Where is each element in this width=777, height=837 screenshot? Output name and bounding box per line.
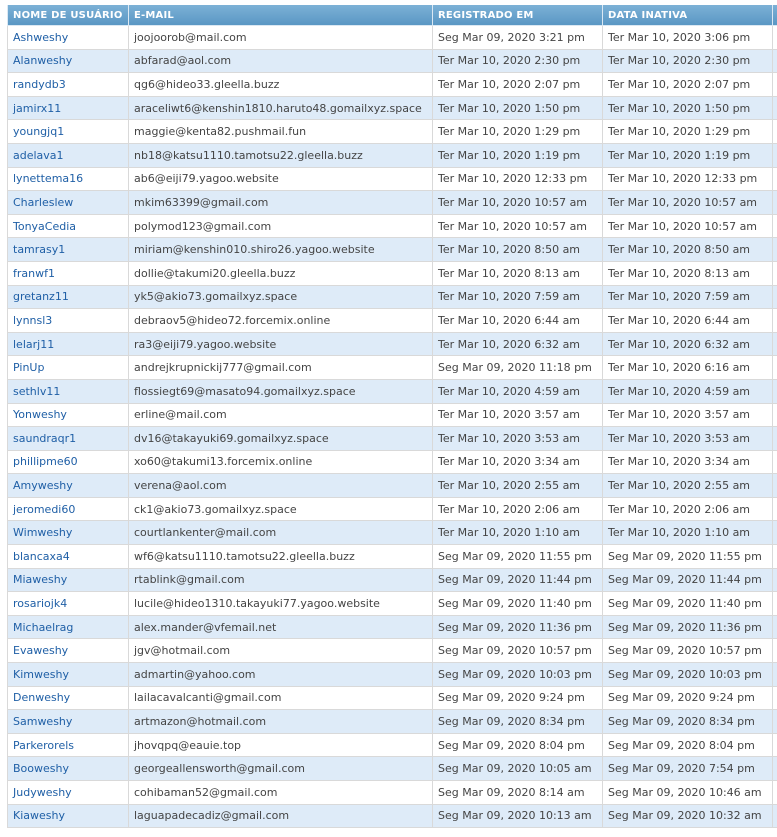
table-row <box>8 238 777 262</box>
table-row <box>8 49 777 73</box>
extra-cell <box>773 474 777 498</box>
inactive-users-table <box>7 5 777 828</box>
inactive-date-cell: Ter Mar 10, 2020 6:16 am <box>603 356 773 380</box>
extra-cell <box>773 96 777 120</box>
inactive-date-cell: Seg Mar 09, 2020 10:32 am <box>603 804 773 828</box>
username-cell <box>8 592 129 616</box>
extra-cell <box>773 804 777 828</box>
username-link[interactable]: phillipme60 <box>13 455 78 469</box>
username-link[interactable]: Denweshy <box>13 691 71 705</box>
username-cell <box>8 73 129 97</box>
inactive-date-cell: Ter Mar 10, 2020 7:59 am <box>603 285 773 309</box>
table-row <box>8 73 777 97</box>
username-link[interactable]: sethlv11 <box>13 384 61 398</box>
inactive-date-cell: Seg Mar 09, 2020 11:36 pm <box>603 615 773 639</box>
table-row <box>8 332 777 356</box>
extra-cell <box>773 379 777 403</box>
username-cell <box>8 120 129 144</box>
username-cell <box>8 191 129 215</box>
table-row <box>8 497 777 521</box>
extra-cell <box>773 568 777 592</box>
extra-cell <box>773 332 777 356</box>
email-cell: lucile@hideo1310.takayuki77.yagoo.website <box>129 592 433 616</box>
email-cell: dollie@takumi20.gleella.buzz <box>129 261 433 285</box>
inactive-date-cell: Ter Mar 10, 2020 2:06 am <box>603 497 773 521</box>
username-link[interactable]: Kiaweshy <box>13 809 65 823</box>
inactive-date-cell: Seg Mar 09, 2020 8:04 pm <box>603 733 773 757</box>
username-cell <box>8 521 129 545</box>
extra-cell <box>773 686 777 710</box>
extra-cell <box>773 238 777 262</box>
username-cell <box>8 285 129 309</box>
table-row <box>8 663 777 687</box>
username-cell <box>8 143 129 167</box>
registered-date-cell: Seg Mar 09, 2020 9:24 pm <box>433 686 603 710</box>
extra-cell <box>773 521 777 545</box>
registered-date-cell: Seg Mar 09, 2020 11:36 pm <box>433 615 603 639</box>
email-cell: lailacavalcanti@gmail.com <box>129 686 433 710</box>
registered-date-cell: Seg Mar 09, 2020 8:04 pm <box>433 733 603 757</box>
registered-date-cell: Ter Mar 10, 2020 1:10 am <box>433 521 603 545</box>
registered-date-cell: Ter Mar 10, 2020 4:59 am <box>433 379 603 403</box>
registered-date-cell: Seg Mar 09, 2020 8:34 pm <box>433 710 603 734</box>
username-cell <box>8 167 129 191</box>
username-cell <box>8 356 129 380</box>
username-cell <box>8 403 129 427</box>
extra-cell <box>773 733 777 757</box>
inactive-date-cell: Seg Mar 09, 2020 10:57 pm <box>603 639 773 663</box>
username-link[interactable]: Yonweshy <box>13 408 67 422</box>
username-link[interactable]: Booweshy <box>13 762 69 776</box>
username-cell <box>8 545 129 569</box>
registered-date-cell: Seg Mar 09, 2020 10:13 am <box>433 804 603 828</box>
table-row <box>8 191 777 215</box>
inactive-date-cell: Ter Mar 10, 2020 10:57 am <box>603 214 773 238</box>
username-cell <box>8 238 129 262</box>
registered-date-cell: Seg Mar 09, 2020 10:03 pm <box>433 663 603 687</box>
table-row <box>8 96 777 120</box>
username-cell <box>8 474 129 498</box>
registered-date-cell: Seg Mar 09, 2020 11:40 pm <box>433 592 603 616</box>
email-cell: ck1@akio73.gomailxyz.space <box>129 497 433 521</box>
inactive-date-cell: Seg Mar 09, 2020 10:03 pm <box>603 663 773 687</box>
email-cell: alex.mander@vfemail.net <box>129 615 433 639</box>
table-row <box>8 733 777 757</box>
username-link[interactable]: jamirx11 <box>13 101 62 115</box>
email-cell: mkim63399@gmail.com <box>129 191 433 215</box>
extra-cell <box>773 615 777 639</box>
username-link[interactable]: TonyaCedia <box>13 219 77 233</box>
email-cell: flossiegt69@masato94.gomailxyz.space <box>129 379 433 403</box>
username-link[interactable]: Alanweshy <box>13 54 73 68</box>
extra-cell <box>773 427 777 451</box>
table-row <box>8 379 777 403</box>
email-cell: erline@mail.com <box>129 403 433 427</box>
username-link[interactable]: Wimweshy <box>13 526 73 540</box>
username-cell <box>8 710 129 734</box>
inactive-date-cell: Ter Mar 10, 2020 12:33 pm <box>603 167 773 191</box>
username-link[interactable]: Kimweshy <box>13 667 69 681</box>
email-cell: ab6@eiji79.yagoo.website <box>129 167 433 191</box>
email-cell: joojoorob@mail.com <box>129 26 433 50</box>
column-header-registered[interactable]: REGISTRADO EM <box>433 5 603 26</box>
username-link[interactable]: franwf1 <box>13 266 55 280</box>
username-cell <box>8 781 129 805</box>
column-header-email[interactable]: E-MAIL <box>129 5 433 26</box>
table-row <box>8 804 777 828</box>
registered-date-cell: Ter Mar 10, 2020 12:33 pm <box>433 167 603 191</box>
username-cell <box>8 332 129 356</box>
inactive-date-cell: Ter Mar 10, 2020 6:44 am <box>603 309 773 333</box>
inactive-date-cell: Ter Mar 10, 2020 3:53 am <box>603 427 773 451</box>
extra-cell <box>773 285 777 309</box>
username-cell <box>8 686 129 710</box>
username-link[interactable]: Evaweshy <box>13 644 69 658</box>
inactive-date-cell: Seg Mar 09, 2020 11:40 pm <box>603 592 773 616</box>
registered-date-cell: Ter Mar 10, 2020 7:59 am <box>433 285 603 309</box>
username-cell <box>8 568 129 592</box>
email-cell: andrejkrupnickij777@gmail.com <box>129 356 433 380</box>
username-link[interactable]: Charleslew <box>13 195 74 209</box>
column-header-inactive-date[interactable]: DATA INATIVA <box>603 5 773 26</box>
email-cell: laguapadecadiz@gmail.com <box>129 804 433 828</box>
table-header <box>8 5 777 26</box>
extra-cell <box>773 710 777 734</box>
username-link[interactable]: jeromedi60 <box>13 502 76 516</box>
email-cell: dv16@takayuki69.gomailxyz.space <box>129 427 433 451</box>
email-cell: cohibaman52@gmail.com <box>129 781 433 805</box>
extra-cell <box>773 309 777 333</box>
inactive-date-cell: Seg Mar 09, 2020 7:54 pm <box>603 757 773 781</box>
registered-date-cell: Seg Mar 09, 2020 8:14 am <box>433 781 603 805</box>
username-cell <box>8 615 129 639</box>
table-row <box>8 261 777 285</box>
email-cell: jgv@hotmail.com <box>129 639 433 663</box>
username-link[interactable]: rosariojk4 <box>13 597 68 611</box>
table-row <box>8 143 777 167</box>
registered-date-cell: Ter Mar 10, 2020 1:50 pm <box>433 96 603 120</box>
email-cell: admartin@yahoo.com <box>129 663 433 687</box>
registered-date-cell: Ter Mar 10, 2020 6:44 am <box>433 309 603 333</box>
email-cell: araceliwt6@kenshin1810.haruto48.gomailxyz.space <box>129 96 433 120</box>
email-cell: wf6@katsu1110.tamotsu22.gleella.buzz <box>129 545 433 569</box>
registered-date-cell: Ter Mar 10, 2020 3:53 am <box>433 427 603 451</box>
email-cell: maggie@kenta82.pushmail.fun <box>129 120 433 144</box>
username-link[interactable]: adelava1 <box>13 148 64 162</box>
email-cell: nb18@katsu1110.tamotsu22.gleella.buzz <box>129 143 433 167</box>
table-row <box>8 592 777 616</box>
email-cell: courtlankenter@mail.com <box>129 521 433 545</box>
registered-date-cell: Ter Mar 10, 2020 3:57 am <box>433 403 603 427</box>
column-header-extra <box>773 5 777 26</box>
extra-cell <box>773 545 777 569</box>
inactive-date-cell: Ter Mar 10, 2020 4:59 am <box>603 379 773 403</box>
username-cell <box>8 804 129 828</box>
email-cell: artmazon@hotmail.com <box>129 710 433 734</box>
inactive-date-cell: Seg Mar 09, 2020 11:55 pm <box>603 545 773 569</box>
registered-date-cell: Seg Mar 09, 2020 10:57 pm <box>433 639 603 663</box>
inactive-date-cell: Ter Mar 10, 2020 2:30 pm <box>603 49 773 73</box>
extra-cell <box>773 450 777 474</box>
extra-cell <box>773 639 777 663</box>
table-row <box>8 403 777 427</box>
inactive-date-cell: Ter Mar 10, 2020 8:13 am <box>603 261 773 285</box>
table-row <box>8 568 777 592</box>
table-row <box>8 356 777 380</box>
email-cell: polymod123@gmail.com <box>129 214 433 238</box>
table-row <box>8 521 777 545</box>
email-cell: rtablink@gmail.com <box>129 568 433 592</box>
username-link[interactable]: Miaweshy <box>13 573 68 587</box>
table-row <box>8 615 777 639</box>
table-row <box>8 427 777 451</box>
username-link[interactable]: gretanz11 <box>13 290 69 304</box>
extra-cell <box>773 592 777 616</box>
registered-date-cell: Ter Mar 10, 2020 1:29 pm <box>433 120 603 144</box>
extra-cell <box>773 663 777 687</box>
extra-cell <box>773 261 777 285</box>
username-cell <box>8 733 129 757</box>
inactive-date-cell: Seg Mar 09, 2020 11:44 pm <box>603 568 773 592</box>
username-cell <box>8 427 129 451</box>
table-row <box>8 167 777 191</box>
username-cell <box>8 49 129 73</box>
extra-cell <box>773 497 777 521</box>
extra-cell <box>773 73 777 97</box>
email-cell: ra3@eiji79.yagoo.website <box>129 332 433 356</box>
username-link[interactable]: Amyweshy <box>13 479 73 493</box>
registered-date-cell: Ter Mar 10, 2020 2:06 am <box>433 497 603 521</box>
username-link[interactable]: saundraqr1 <box>13 431 77 445</box>
extra-cell <box>773 403 777 427</box>
registered-date-cell: Ter Mar 10, 2020 8:13 am <box>433 261 603 285</box>
username-link[interactable]: tamrasy1 <box>13 243 66 257</box>
email-cell: miriam@kenshin010.shiro26.yagoo.website <box>129 238 433 262</box>
table-row <box>8 757 777 781</box>
username-link[interactable]: youngjq1 <box>13 125 65 139</box>
username-cell <box>8 757 129 781</box>
username-cell <box>8 214 129 238</box>
inactive-date-cell: Seg Mar 09, 2020 9:24 pm <box>603 686 773 710</box>
email-cell: yk5@akio73.gomailxyz.space <box>129 285 433 309</box>
extra-cell <box>773 143 777 167</box>
table-row <box>8 686 777 710</box>
table-row <box>8 545 777 569</box>
email-cell: verena@aol.com <box>129 474 433 498</box>
username-link[interactable]: Judyweshy <box>13 785 72 799</box>
registered-date-cell: Seg Mar 09, 2020 10:05 am <box>433 757 603 781</box>
username-cell <box>8 663 129 687</box>
inactive-date-cell: Seg Mar 09, 2020 8:34 pm <box>603 710 773 734</box>
username-cell <box>8 26 129 50</box>
table-row <box>8 214 777 238</box>
username-link[interactable]: lynnsl3 <box>13 313 53 327</box>
table-row <box>8 285 777 309</box>
table-body <box>8 26 777 828</box>
extra-cell <box>773 214 777 238</box>
inactive-date-cell: Ter Mar 10, 2020 6:32 am <box>603 332 773 356</box>
table-row <box>8 120 777 144</box>
registered-date-cell: Ter Mar 10, 2020 6:32 am <box>433 332 603 356</box>
inactive-date-cell: Seg Mar 09, 2020 10:46 am <box>603 781 773 805</box>
registered-date-cell: Ter Mar 10, 2020 3:34 am <box>433 450 603 474</box>
username-cell <box>8 309 129 333</box>
inactive-date-cell: Ter Mar 10, 2020 2:07 pm <box>603 73 773 97</box>
username-link[interactable]: Ashweshy <box>13 30 69 44</box>
username-cell <box>8 379 129 403</box>
registered-date-cell: Ter Mar 10, 2020 2:07 pm <box>433 73 603 97</box>
inactive-date-cell: Ter Mar 10, 2020 3:34 am <box>603 450 773 474</box>
table-row <box>8 309 777 333</box>
username-cell <box>8 497 129 521</box>
username-link[interactable]: randydb3 <box>13 77 66 91</box>
extra-cell <box>773 356 777 380</box>
inactive-date-cell: Ter Mar 10, 2020 1:29 pm <box>603 120 773 144</box>
username-link[interactable]: Michaelrag <box>13 620 74 634</box>
registered-date-cell: Ter Mar 10, 2020 10:57 am <box>433 191 603 215</box>
registered-date-cell: Seg Mar 09, 2020 11:18 pm <box>433 356 603 380</box>
username-link[interactable]: Samweshy <box>13 715 73 729</box>
extra-cell <box>773 167 777 191</box>
username-link[interactable]: lynettema16 <box>13 172 84 186</box>
header-row <box>8 5 777 26</box>
table-row <box>8 781 777 805</box>
table-row <box>8 26 777 50</box>
table-row <box>8 450 777 474</box>
username-cell <box>8 450 129 474</box>
extra-cell <box>773 191 777 215</box>
inactive-date-cell: Ter Mar 10, 2020 3:57 am <box>603 403 773 427</box>
registered-date-cell: Seg Mar 09, 2020 11:44 pm <box>433 568 603 592</box>
username-cell <box>8 261 129 285</box>
inactive-date-cell: Ter Mar 10, 2020 1:50 pm <box>603 96 773 120</box>
extra-cell <box>773 49 777 73</box>
inactive-date-cell: Ter Mar 10, 2020 8:50 am <box>603 238 773 262</box>
registered-date-cell: Ter Mar 10, 2020 8:50 am <box>433 238 603 262</box>
username-link[interactable]: Parkerorels <box>13 738 74 752</box>
extra-cell <box>773 781 777 805</box>
inactive-date-cell: Ter Mar 10, 2020 2:55 am <box>603 474 773 498</box>
registered-date-cell: Seg Mar 09, 2020 11:55 pm <box>433 545 603 569</box>
email-cell: jhovqpq@eauie.top <box>129 733 433 757</box>
column-header-username[interactable]: NOME DE USUÁRIO <box>8 5 129 26</box>
inactive-date-cell: Ter Mar 10, 2020 1:19 pm <box>603 143 773 167</box>
username-link[interactable]: blancaxa4 <box>13 549 70 563</box>
email-cell: abfarad@aol.com <box>129 49 433 73</box>
username-cell <box>8 96 129 120</box>
email-cell: xo60@takumi13.forcemix.online <box>129 450 433 474</box>
table-row <box>8 639 777 663</box>
extra-cell <box>773 120 777 144</box>
table-row <box>8 474 777 498</box>
inactive-date-cell: Ter Mar 10, 2020 10:57 am <box>603 191 773 215</box>
username-link[interactable]: lelarj11 <box>13 337 55 351</box>
extra-cell <box>773 757 777 781</box>
registered-date-cell: Seg Mar 09, 2020 3:21 pm <box>433 26 603 50</box>
registered-date-cell: Ter Mar 10, 2020 1:19 pm <box>433 143 603 167</box>
username-cell <box>8 639 129 663</box>
extra-cell <box>773 26 777 50</box>
inactive-date-cell: Ter Mar 10, 2020 1:10 am <box>603 521 773 545</box>
email-cell: georgeallensworth@gmail.com <box>129 757 433 781</box>
table-row <box>8 710 777 734</box>
email-cell: qg6@hideo33.gleella.buzz <box>129 73 433 97</box>
inactive-date-cell: Ter Mar 10, 2020 3:06 pm <box>603 26 773 50</box>
email-cell: debraov5@hideo72.forcemix.online <box>129 309 433 333</box>
registered-date-cell: Ter Mar 10, 2020 2:30 pm <box>433 49 603 73</box>
registered-date-cell: Ter Mar 10, 2020 10:57 am <box>433 214 603 238</box>
username-link[interactable]: PinUp <box>13 361 45 375</box>
registered-date-cell: Ter Mar 10, 2020 2:55 am <box>433 474 603 498</box>
